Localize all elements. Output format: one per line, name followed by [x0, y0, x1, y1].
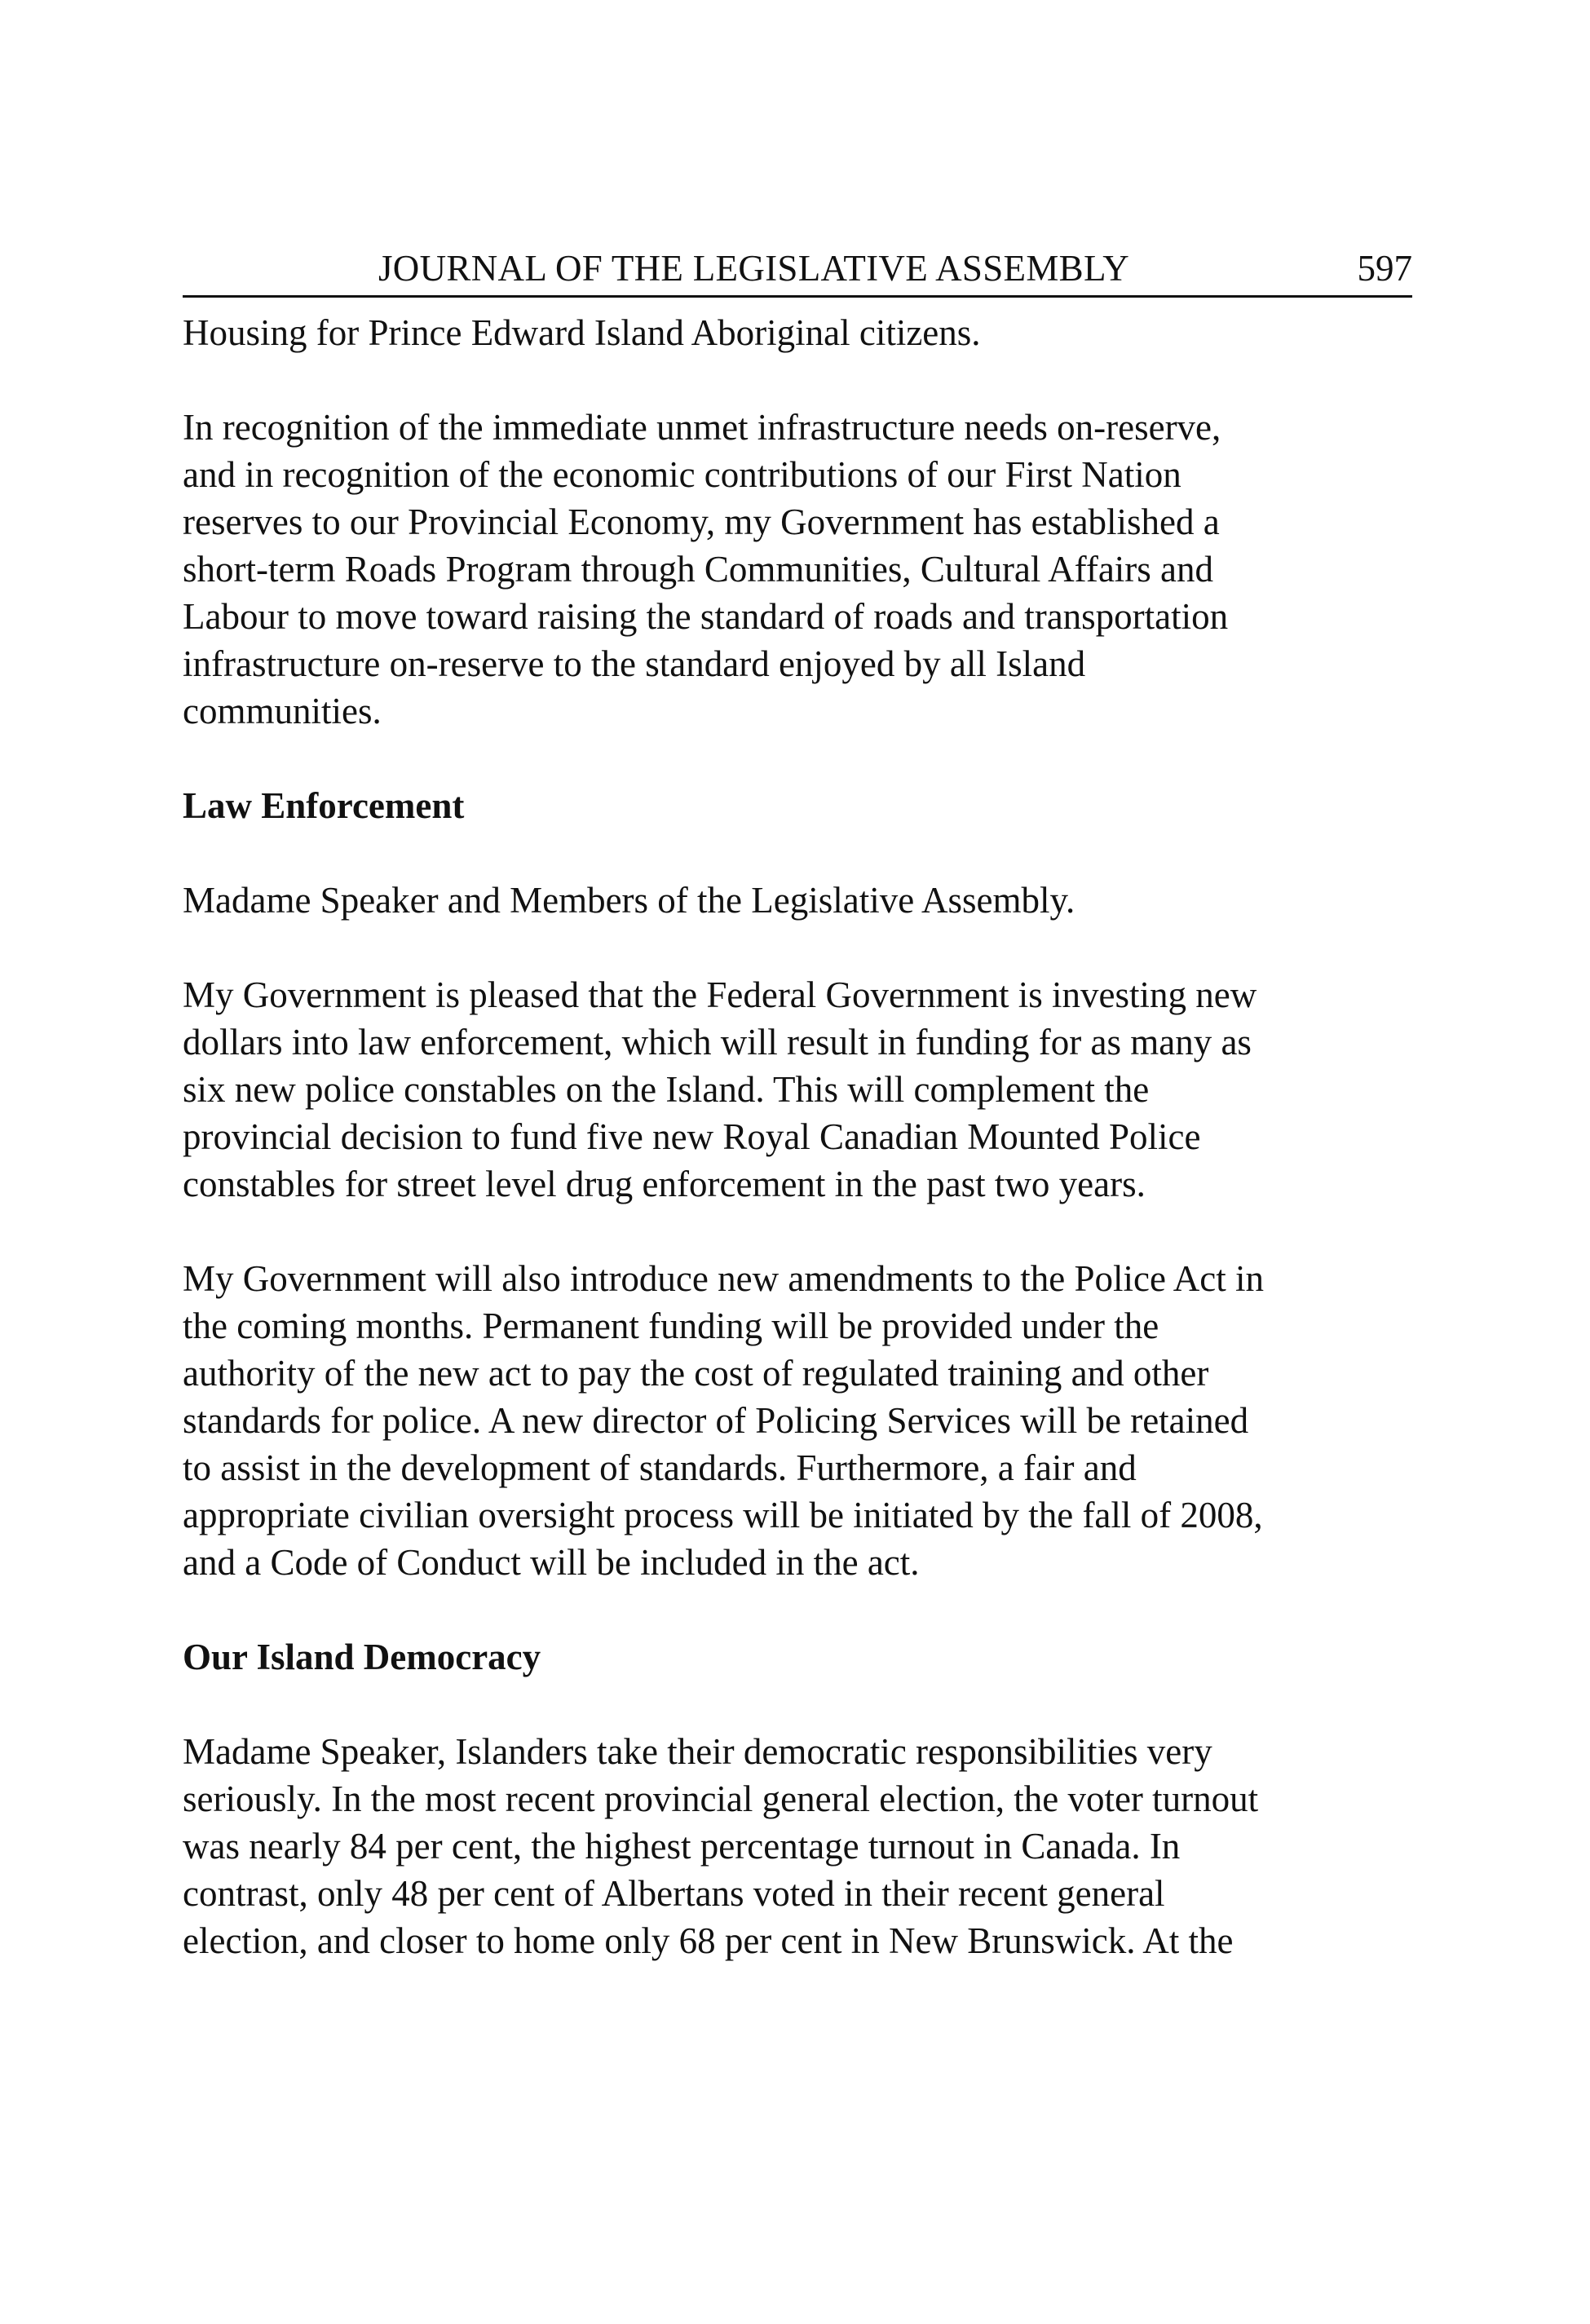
section-heading-island-democracy: Our Island Democracy — [183, 1637, 541, 1677]
text-line: election, and closer to home only 68 per cent in New Brunswick. At the — [183, 1920, 1234, 1961]
paragraph-address — [183, 877, 1412, 924]
text-line: to assist in the development of standards. Furthermore, a fair and — [183, 1447, 1137, 1488]
journal-title: JOURNAL OF THE LEGISLATIVE ASSEMBLY — [378, 248, 1130, 289]
text-line: seriously. In the most recent provincial general election, the voter turnout — [183, 1778, 1259, 1819]
journal-page — [183, 245, 1412, 1964]
text-line: My Government will also introduce new amendments to the Police Act in — [183, 1258, 1264, 1299]
text-line: six new police constables on the Island. This will complement the — [183, 1069, 1150, 1110]
text-line: contrast, only 48 per cent of Albertans voted in their recent general — [183, 1873, 1165, 1914]
text-line: reserves to our Provincial Economy, my Government has established a — [183, 501, 1220, 542]
text-line: and in recognition of the economic contributions of our First Nation — [183, 454, 1181, 495]
text-line: My Government is pleased that the Federal Government is investing new — [183, 974, 1257, 1015]
paragraph-police-act — [183, 1255, 1412, 1586]
paragraph-housing — [183, 309, 1412, 356]
text-line: Madame Speaker and Members of the Legislative Assembly. — [183, 880, 1075, 921]
text-line: communities. — [183, 691, 382, 731]
text-line: Labour to move toward raising the standard of roads and transportation — [183, 596, 1229, 637]
text-line: the coming months. Permanent funding will be provided under the — [183, 1306, 1159, 1346]
running-header — [183, 245, 1412, 298]
text-line: authority of the new act to pay the cost of regulated training and other — [183, 1353, 1209, 1394]
text-line: was nearly 84 per cent, the highest percentage turnout in Canada. In — [183, 1826, 1181, 1867]
text-line: short-term Roads Program through Communities, Cultural Affairs and — [183, 549, 1214, 590]
text-line: appropriate civilian oversight process will be initiated by the fall of 2008, — [183, 1495, 1263, 1535]
paragraph-roads-program — [183, 404, 1412, 735]
text-line: constables for street level drug enforcement in the past two years. — [183, 1164, 1146, 1204]
text-line: provincial decision to fund five new Royal Canadian Mounted Police — [183, 1116, 1201, 1157]
paragraph-voter-turnout — [183, 1728, 1412, 1964]
text-line: In recognition of the immediate unmet infrastructure needs on-reserve, — [183, 407, 1221, 448]
paragraph-federal-funding — [183, 971, 1412, 1208]
section-heading-law-enforcement: Law Enforcement — [183, 785, 465, 826]
text-line: and a Code of Conduct will be included in the act. — [183, 1542, 920, 1583]
text-line: standards for police. A new director of Policing Services will be retained — [183, 1400, 1249, 1441]
text-line: dollars into law enforcement, which will result in funding for as many as — [183, 1022, 1252, 1063]
text-line: Housing for Prince Edward Island Aboriginal citizens. — [183, 312, 981, 353]
page-content — [183, 309, 1412, 1964]
text-line: infrastructure on-reserve to the standard enjoyed by all Island — [183, 643, 1086, 684]
text-line: Madame Speaker, Islanders take their democratic responsibilities very — [183, 1731, 1212, 1772]
page-number: 597 — [1357, 248, 1412, 289]
